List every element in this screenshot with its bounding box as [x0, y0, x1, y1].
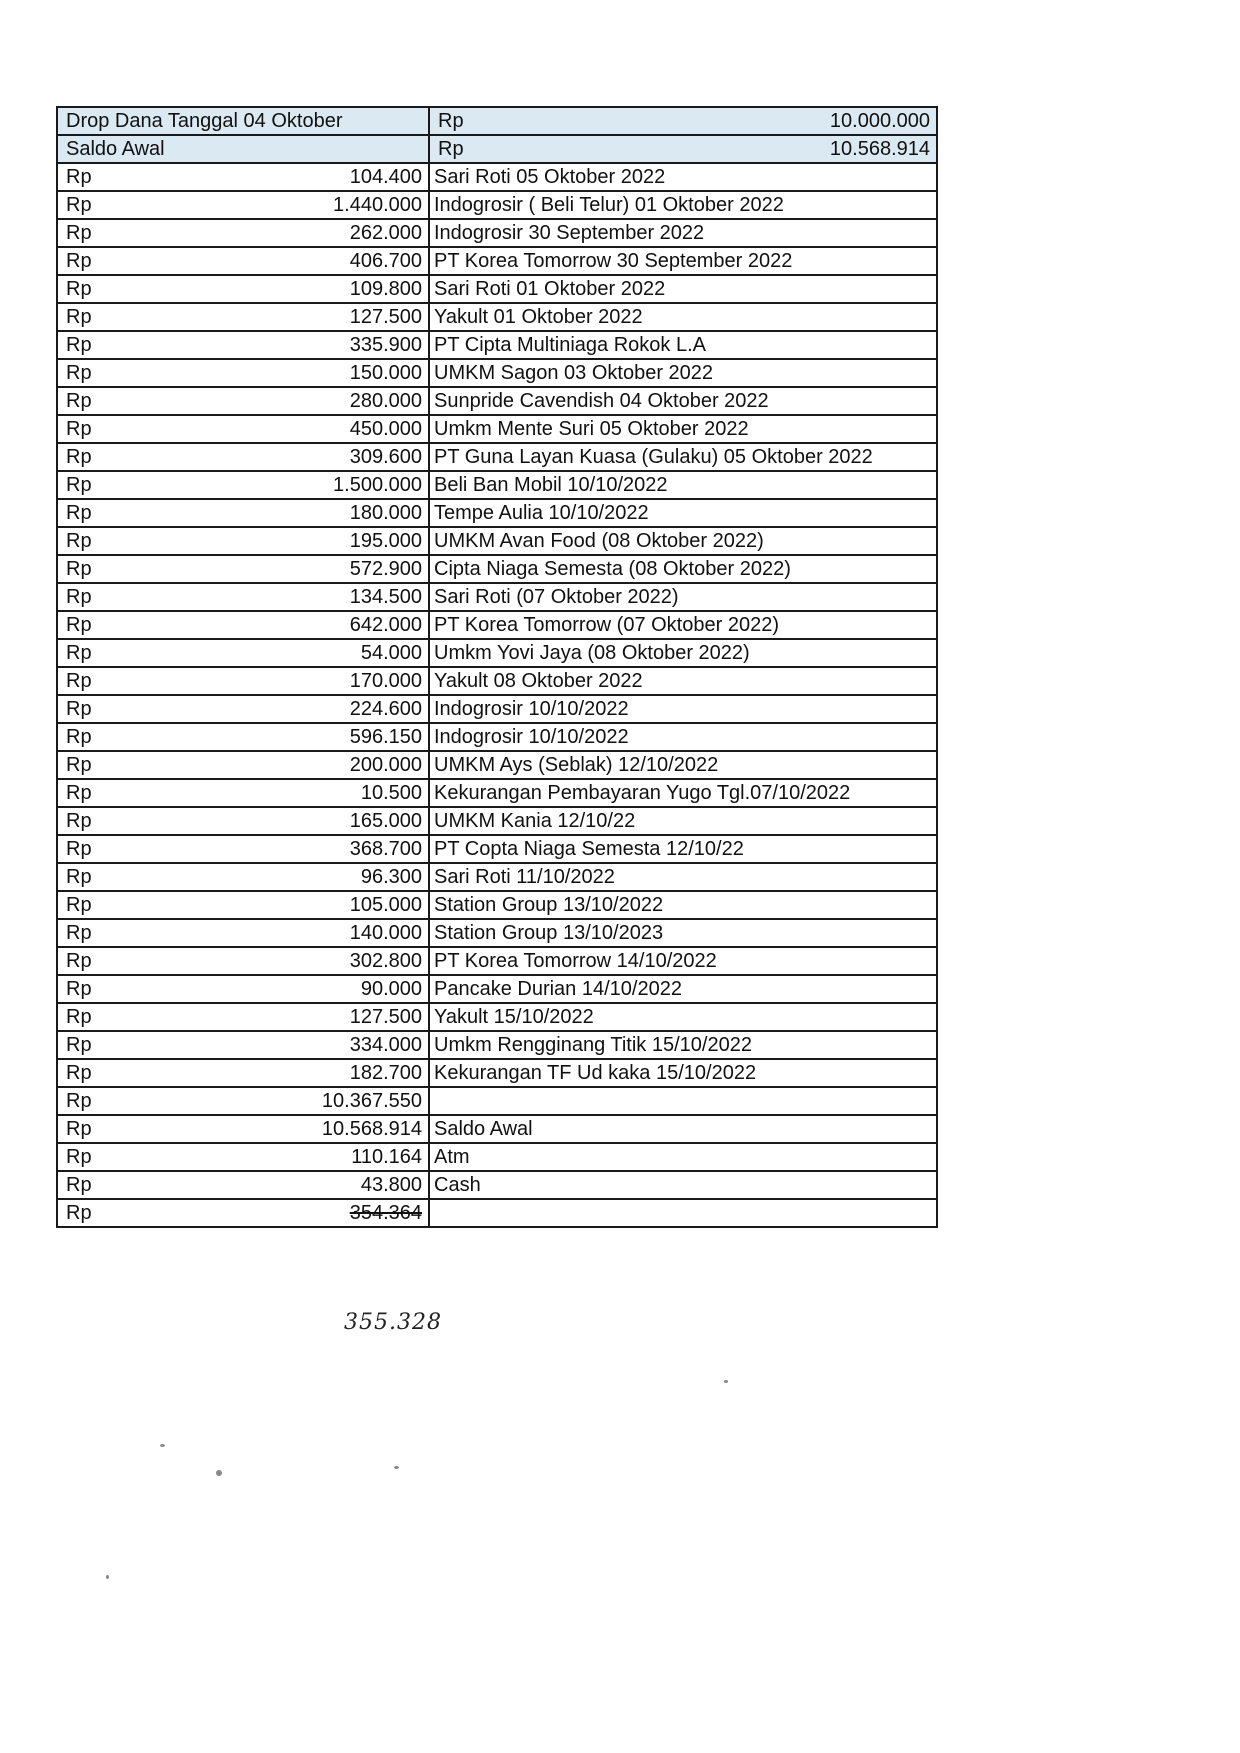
description-cell: [429, 639, 937, 667]
amount-value: 572.900: [349, 558, 422, 580]
description-text: Sari Roti 05 Oktober 2022: [434, 166, 666, 188]
currency-label: Rp: [66, 782, 92, 804]
amount-cell: [57, 499, 429, 527]
ledger-row: [57, 667, 937, 695]
amount-value: 200.000: [349, 754, 422, 776]
description-cell: [429, 527, 937, 555]
amount-value: 150.000: [349, 362, 422, 384]
description-cell: [429, 723, 937, 751]
currency-label: Rp: [66, 866, 92, 888]
amount-cell: [57, 1115, 429, 1143]
amount-cell: [57, 583, 429, 611]
amount-value: 195.000: [349, 530, 422, 552]
header-label-cell: [57, 107, 429, 135]
description-cell: [429, 807, 937, 835]
currency-label: Rp: [66, 838, 92, 860]
amount-value: 354.364: [349, 1202, 422, 1224]
description-cell: [429, 1143, 937, 1171]
ledger-row: [57, 471, 937, 499]
description-cell: [429, 1003, 937, 1031]
amount-cell: [57, 275, 429, 303]
header-row-drop-dana: [57, 107, 937, 135]
description-text: Atm: [434, 1146, 470, 1168]
description-cell: [429, 667, 937, 695]
description-cell: [429, 331, 937, 359]
currency-label: Rp: [66, 250, 92, 272]
ledger-row: [57, 695, 937, 723]
description-text: Yakult 01 Oktober 2022: [434, 306, 643, 328]
description-text: Umkm Yovi Jaya (08 Oktober 2022): [434, 642, 750, 664]
ledger-row: [57, 163, 937, 191]
currency-label: Rp: [66, 390, 92, 412]
description-text: Indogrosir ( Beli Telur) 01 Oktober 2022: [434, 194, 784, 216]
currency-label: Rp: [66, 362, 92, 384]
amount-value: 335.900: [349, 334, 422, 356]
amount-cell: [57, 527, 429, 555]
currency-label: Rp: [66, 1146, 92, 1168]
description-text: Umkm Rengginang Titik 15/10/2022: [434, 1034, 752, 1056]
ledger-row: [57, 1087, 937, 1115]
ledger-row: [57, 779, 937, 807]
ledger-row: [57, 499, 937, 527]
description-cell: [429, 751, 937, 779]
currency-label: Rp: [66, 1090, 92, 1112]
handwritten-note: 355.328: [344, 1310, 442, 1335]
currency-label: Rp: [66, 418, 92, 440]
ledger-row: [57, 415, 937, 443]
amount-cell: [57, 919, 429, 947]
ledger-row: [57, 891, 937, 919]
description-cell: [429, 555, 937, 583]
scan-speck: [106, 1575, 109, 1579]
ledger-row: [57, 1003, 937, 1031]
description-text: UMKM Kania 12/10/22: [434, 810, 636, 832]
description-text: Beli Ban Mobil 10/10/2022: [434, 474, 668, 496]
currency-label: Rp: [66, 754, 92, 776]
description-cell: [429, 387, 937, 415]
description-text: UMKM Sagon 03 Oktober 2022: [434, 362, 714, 384]
currency-label: Rp: [66, 502, 92, 524]
description-cell: [429, 975, 937, 1003]
amount-cell: [57, 359, 429, 387]
amount-value: 140.000: [349, 922, 422, 944]
amount-cell: [57, 471, 429, 499]
ledger-row: [57, 835, 937, 863]
description-text: PT Korea Tomorrow (07 Oktober 2022): [434, 614, 779, 636]
amount-cell: [57, 443, 429, 471]
amount-value: 262.000: [349, 222, 422, 244]
amount-cell: [57, 387, 429, 415]
amount-value: 180.000: [349, 502, 422, 524]
currency-label: Rp: [66, 194, 92, 216]
ledger-row: [57, 331, 937, 359]
ledger-row: [57, 751, 937, 779]
amount-value: 127.500: [349, 1006, 422, 1028]
description-text: Sunpride Cavendish 04 Oktober 2022: [434, 390, 769, 412]
amount-value: 127.500: [349, 306, 422, 328]
amount-value: 596.150: [349, 726, 422, 748]
description-text: Tempe Aulia 10/10/2022: [434, 502, 649, 524]
ledger-row: [57, 807, 937, 835]
description-cell: [429, 1059, 937, 1087]
ledger-row: [57, 919, 937, 947]
amount-value: 170.000: [349, 670, 422, 692]
ledger-row: [57, 947, 937, 975]
amount-value: 10.500: [360, 782, 422, 804]
description-text: Kekurangan TF Ud kaka 15/10/2022: [434, 1062, 757, 1084]
ledger-body: [57, 107, 937, 1227]
description-cell: [429, 1171, 937, 1199]
currency-label: Rp: [66, 1174, 92, 1196]
ledger-row: [57, 1031, 937, 1059]
description-text: Umkm Mente Suri 05 Oktober 2022: [434, 418, 749, 440]
amount-value: 134.500: [349, 586, 422, 608]
amount-value: 105.000: [349, 894, 422, 916]
description-text: UMKM Ays (Seblak) 12/10/2022: [434, 754, 719, 776]
amount-cell: [57, 1199, 429, 1227]
currency-label: Rp: [66, 474, 92, 496]
amount-cell: [57, 1003, 429, 1031]
amount-cell: [57, 331, 429, 359]
amount-cell: [57, 1059, 429, 1087]
description-text: Indogrosir 10/10/2022: [434, 726, 629, 748]
amount-cell: [57, 219, 429, 247]
description-text: PT Copta Niaga Semesta 12/10/22: [434, 838, 744, 860]
description-cell: [429, 863, 937, 891]
ledger-row: [57, 611, 937, 639]
currency-label: Rp: [66, 586, 92, 608]
description-text: [430, 1202, 434, 1224]
ledger-row: [57, 219, 937, 247]
description-cell: [429, 611, 937, 639]
amount-value: 54.000: [360, 642, 422, 664]
amount-cell: [57, 695, 429, 723]
description-cell: [429, 947, 937, 975]
ledger-row: [57, 639, 937, 667]
description-cell: [429, 891, 937, 919]
amount-cell: [57, 975, 429, 1003]
amount-value: 1.500.000: [333, 474, 422, 496]
currency-label: Rp: [66, 978, 92, 1000]
currency-label: Rp: [66, 614, 92, 636]
amount-value: 280.000: [349, 390, 422, 412]
ledger-row: [57, 555, 937, 583]
amount-cell: [57, 751, 429, 779]
amount-cell: [57, 415, 429, 443]
description-cell: [429, 163, 937, 191]
header-row-saldo-awal: [57, 135, 937, 163]
ledger-row: [57, 1143, 937, 1171]
description-cell: [429, 191, 937, 219]
ledger-row: [57, 723, 937, 751]
amount-cell: [57, 723, 429, 751]
amount-cell: [57, 779, 429, 807]
amount-value: 368.700: [349, 838, 422, 860]
ledger-row: [57, 247, 937, 275]
description-text: PT Korea Tomorrow 30 September 2022: [434, 250, 793, 272]
description-text: [430, 1090, 434, 1112]
ledger-row: [57, 1171, 937, 1199]
currency-label: Rp: [66, 810, 92, 832]
amount-cell: [57, 1171, 429, 1199]
description-text: PT Cipta Multiniaga Rokok L.A: [434, 334, 706, 356]
ledger-row: [57, 583, 937, 611]
amount-cell: [57, 947, 429, 975]
amount-value: 1.440.000: [333, 194, 422, 216]
scan-speck: [724, 1380, 728, 1383]
currency-label: Rp: [66, 670, 92, 692]
description-cell: [429, 303, 937, 331]
amount-value: 104.400: [349, 166, 422, 188]
ledger-row: [57, 275, 937, 303]
amount-value: 334.000: [349, 1034, 422, 1056]
amount-value: 309.600: [349, 446, 422, 468]
description-cell: [429, 359, 937, 387]
currency-label: Rp: [66, 530, 92, 552]
description-cell: [429, 1199, 937, 1227]
description-text: Indogrosir 30 September 2022: [434, 222, 705, 244]
header-amount: 10.000.000: [829, 110, 930, 132]
description-cell: [429, 1087, 937, 1115]
currency-label: Rp: [66, 558, 92, 580]
currency-label: Rp: [66, 922, 92, 944]
amount-cell: [57, 247, 429, 275]
currency-label: Rp: [438, 110, 464, 132]
description-text: Sari Roti 01 Oktober 2022: [434, 278, 666, 300]
header-label: Saldo Awal: [66, 138, 165, 160]
description-cell: [429, 919, 937, 947]
amount-cell: [57, 807, 429, 835]
description-text: Indogrosir 10/10/2022: [434, 698, 629, 720]
ledger-table: [56, 106, 938, 1228]
amount-cell: [57, 555, 429, 583]
amount-cell: [57, 303, 429, 331]
description-text: Cipta Niaga Semesta (08 Oktober 2022): [434, 558, 791, 580]
description-cell: [429, 583, 937, 611]
currency-label: Rp: [66, 1118, 92, 1140]
description-cell: [429, 415, 937, 443]
ledger-row: [57, 1115, 937, 1143]
currency-label: Rp: [66, 950, 92, 972]
currency-label: Rp: [66, 1006, 92, 1028]
description-cell: [429, 1031, 937, 1059]
amount-cell: [57, 611, 429, 639]
amount-value: 43.800: [360, 1174, 422, 1196]
amount-cell: [57, 163, 429, 191]
description-cell: [429, 443, 937, 471]
header-amount-cell: [429, 107, 937, 135]
scan-speck: [394, 1466, 399, 1469]
currency-label: Rp: [66, 222, 92, 244]
ledger-row: [57, 1199, 937, 1227]
description-text: Kekurangan Pembayaran Yugo Tgl.07/10/2022: [434, 782, 851, 804]
description-text: Yakult 15/10/2022: [434, 1006, 594, 1028]
description-text: Pancake Durian 14/10/2022: [434, 978, 682, 1000]
amount-value: 109.800: [349, 278, 422, 300]
currency-label: Rp: [66, 642, 92, 664]
currency-label: Rp: [66, 334, 92, 356]
currency-label: Rp: [66, 894, 92, 916]
description-text: Sari Roti 11/10/2022: [434, 866, 615, 888]
currency-label: Rp: [66, 278, 92, 300]
amount-value: 302.800: [349, 950, 422, 972]
amount-value: 182.700: [349, 1062, 422, 1084]
amount-value: 165.000: [349, 810, 422, 832]
description-cell: [429, 1115, 937, 1143]
description-text: PT Korea Tomorrow 14/10/2022: [434, 950, 717, 972]
description-text: UMKM Avan Food (08 Oktober 2022): [434, 530, 764, 552]
currency-label: Rp: [66, 1062, 92, 1084]
amount-value: 10.568.914: [321, 1118, 422, 1140]
description-cell: [429, 219, 937, 247]
description-text: Cash: [434, 1174, 481, 1196]
amount-value: 450.000: [349, 418, 422, 440]
amount-cell: [57, 639, 429, 667]
header-label: Drop Dana Tanggal 04 Oktober: [66, 110, 343, 132]
amount-value: 406.700: [349, 250, 422, 272]
description-text: Sari Roti (07 Oktober 2022): [434, 586, 679, 608]
header-amount-cell: [429, 135, 937, 163]
description-text: Yakult 08 Oktober 2022: [434, 670, 643, 692]
currency-label: Rp: [66, 726, 92, 748]
description-cell: [429, 695, 937, 723]
amount-value: 110.164: [351, 1146, 422, 1168]
scan-speck: [216, 1470, 222, 1476]
description-cell: [429, 499, 937, 527]
ledger-row: [57, 359, 937, 387]
currency-label: Rp: [66, 446, 92, 468]
amount-cell: [57, 863, 429, 891]
amount-value: 642.000: [349, 614, 422, 636]
amount-value: 224.600: [349, 698, 422, 720]
header-amount: 10.568.914: [829, 138, 930, 160]
currency-label: Rp: [66, 1202, 92, 1224]
description-text: PT Guna Layan Kuasa (Gulaku) 05 Oktober 2022: [434, 446, 873, 468]
description-cell: [429, 275, 937, 303]
ledger-row: [57, 387, 937, 415]
currency-label: Rp: [66, 698, 92, 720]
ledger-row: [57, 303, 937, 331]
ledger-row: [57, 975, 937, 1003]
amount-value: 90.000: [360, 978, 422, 1000]
amount-value: 96.300: [360, 866, 422, 888]
amount-cell: [57, 667, 429, 695]
description-text: Saldo Awal: [434, 1118, 533, 1140]
ledger-row: [57, 1059, 937, 1087]
description-cell: [429, 471, 937, 499]
currency-label: Rp: [66, 306, 92, 328]
currency-label: Rp: [66, 1034, 92, 1056]
amount-cell: [57, 191, 429, 219]
amount-value: 10.367.550: [321, 1090, 422, 1112]
ledger-row: [57, 863, 937, 891]
description-cell: [429, 835, 937, 863]
amount-cell: [57, 1031, 429, 1059]
currency-label: Rp: [66, 166, 92, 188]
ledger-row: [57, 443, 937, 471]
description-text: Station Group 13/10/2023: [434, 922, 664, 944]
amount-cell: [57, 835, 429, 863]
scan-speck: [160, 1444, 165, 1447]
ledger-sheet: [56, 106, 936, 1228]
amount-cell: [57, 891, 429, 919]
ledger-row: [57, 527, 937, 555]
description-cell: [429, 779, 937, 807]
amount-cell: [57, 1087, 429, 1115]
currency-label: Rp: [438, 138, 464, 160]
ledger-row: [57, 191, 937, 219]
header-label-cell: [57, 135, 429, 163]
description-text: Station Group 13/10/2022: [434, 894, 664, 916]
description-cell: [429, 247, 937, 275]
amount-cell: [57, 1143, 429, 1171]
